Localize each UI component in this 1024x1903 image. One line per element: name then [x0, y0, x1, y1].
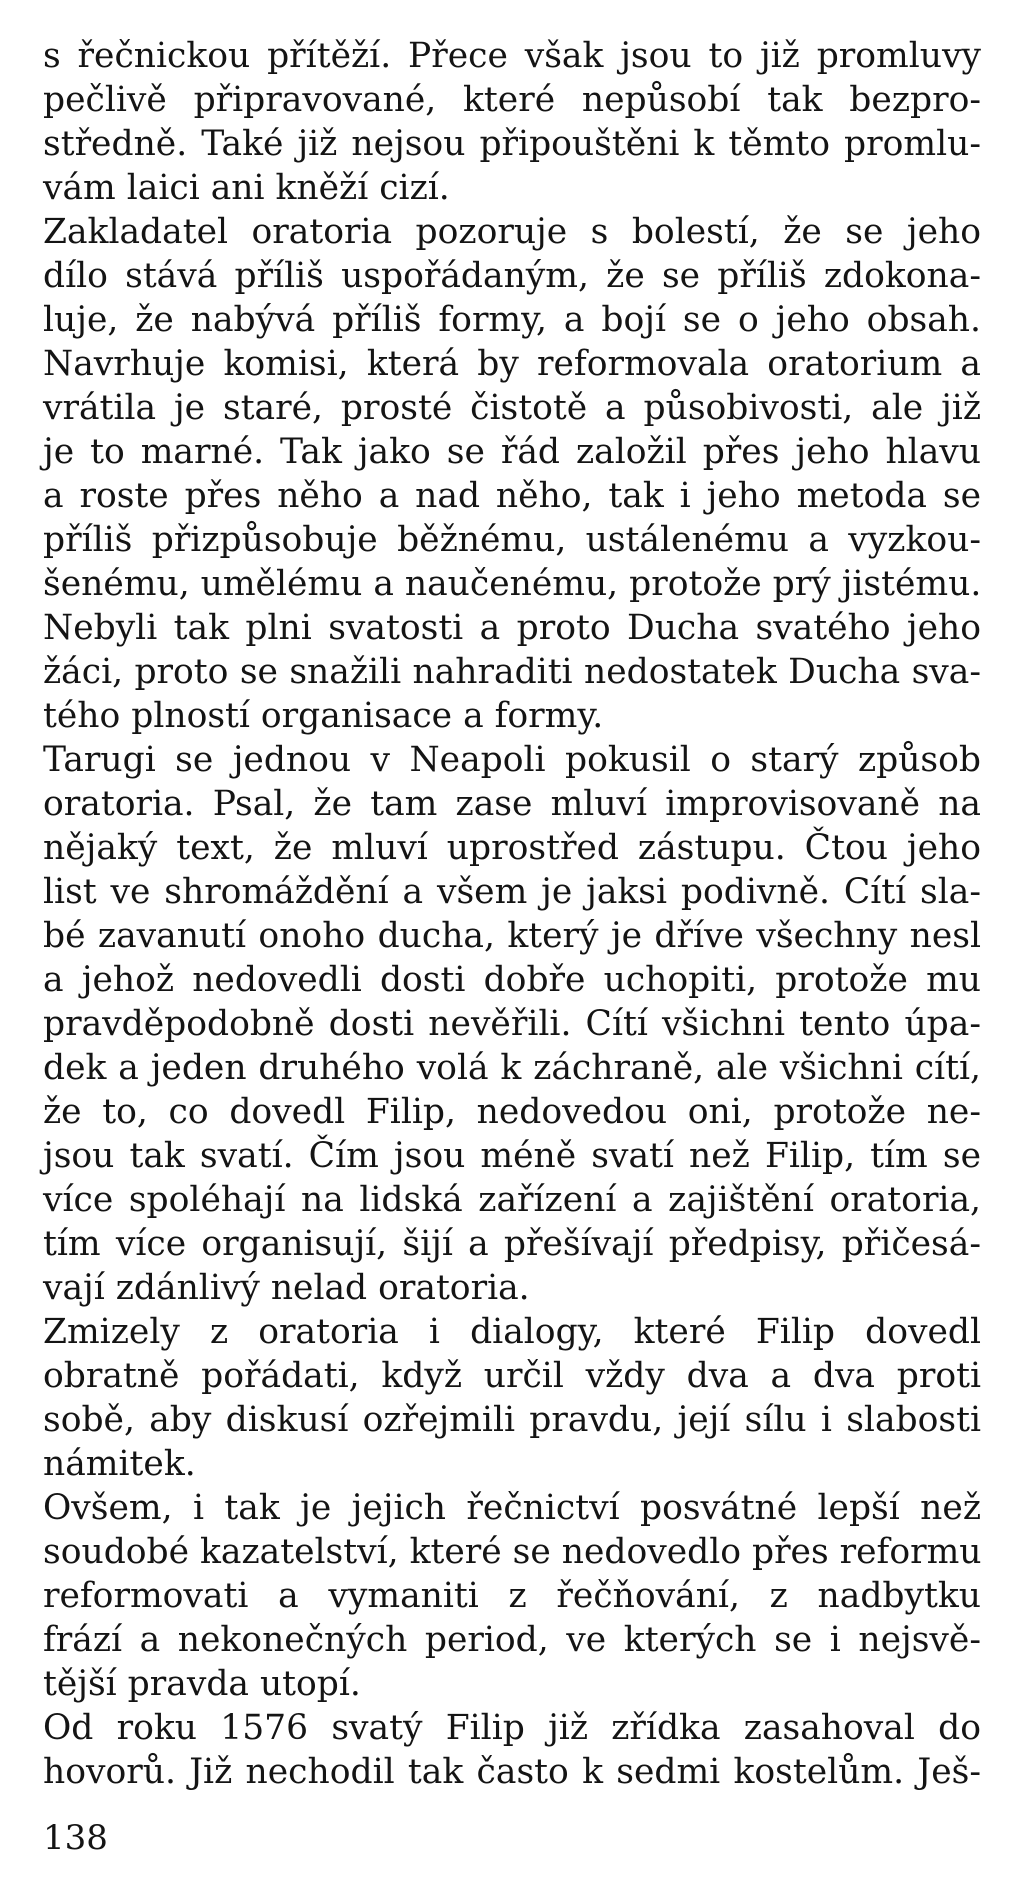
text-line: je to marné. Tak jako se řád založil přes jeho hlavu: [43, 432, 981, 472]
text-line: frází a nekonečných period, ve kterých se i nejsvě-: [43, 1620, 981, 1660]
text-line: a roste přes něho a nad něho, tak i jeho metoda se: [43, 476, 981, 516]
paragraph: [43, 738, 981, 1310]
text-line: reformovati a vymaniti z řečňování, z nadbytku: [43, 1576, 981, 1616]
text-line: bé zavanutí onoho ducha, který je dříve všechny nesl: [43, 916, 981, 956]
text-line: středně. Také již nejsou připouštěni k těmto promlu-: [43, 124, 981, 164]
text-line: list ve shromáždění a všem je jaksi podivně. Cítí sla-: [43, 872, 981, 912]
text-line: sobě, aby diskusí ozřejmili pravdu, její sílu i slabosti: [43, 1400, 981, 1440]
text-line: námitek.: [43, 1444, 196, 1484]
text-line: že to, co dovedl Filip, nedovedou oni, protože ne-: [43, 1092, 981, 1132]
text-line: s řečnickou přítěží. Přece však jsou to již promluvy: [43, 36, 981, 76]
text-line: více spoléhají na lidská zařízení a zajištění oratoria,: [43, 1180, 981, 1220]
text-line: dílo stává příliš uspořádaným, že se příliš zdokona-: [43, 256, 981, 296]
text-line: Tarugi se jednou v Neapoli pokusil o starý způsob: [43, 740, 981, 780]
text-line: Zakladatel oratoria pozoruje s bolestí, že se jeho: [43, 212, 981, 252]
text-line: tější pravda utopí.: [43, 1664, 361, 1704]
text-line: pečlivě připravované, které nepůsobí tak bezpro-: [43, 80, 981, 120]
text-line: soudobé kazatelství, které se nedovedlo přes reformu: [43, 1532, 982, 1572]
text-line: šenému, umělému a naučenému, protože prý jistému.: [43, 564, 982, 604]
text-line: Ovšem, i tak je jejich řečnictví posvátné lepší než: [43, 1488, 981, 1528]
text-line: oratoria. Psal, že tam zase mluví improvisovaně na: [43, 784, 981, 824]
text-line: vají zdánlivý nelad oratoria.: [43, 1268, 530, 1308]
text-line: Od roku 1576 svatý Filip již zřídka zasahoval do: [43, 1708, 981, 1748]
paragraph: [43, 1706, 981, 1794]
text-line: tím více organisují, šijí a přešívají předpisy, přičesá-: [43, 1224, 981, 1264]
text-line: nějaký text, že mluví uprostřed zástupu. Čtou jeho: [43, 828, 981, 868]
text-line: hovorů. Již nechodil tak často k sedmi kostelům. Ješ-: [43, 1752, 981, 1792]
book-page-text: [43, 34, 981, 1794]
paragraph: [43, 1486, 981, 1706]
text-line: a jehož nedovedli dosti dobře uchopiti, protože mu: [43, 960, 981, 1000]
paragraph: [43, 1310, 981, 1486]
text-line: obratně pořádati, když určil vždy dva a dva proti: [43, 1356, 981, 1396]
text-line: vám laici ani kněží cizí.: [43, 168, 450, 208]
text-line: luje, že nabývá příliš formy, a bojí se o jeho obsah.: [43, 300, 981, 340]
text-line: Zmizely z oratoria i dialogy, které Filip dovedl: [43, 1312, 981, 1352]
text-line: žáci, proto se snažili nahraditi nedostatek Ducha sva-: [43, 652, 981, 692]
paragraph: [43, 34, 981, 210]
text-line: tého plností organisace a formy.: [43, 696, 604, 736]
text-line: příliš přizpůsobuje běžnému, ustálenému a vyzkou-: [43, 520, 981, 560]
text-line: pravděpodobně dosti nevěřili. Cítí všichni tento úpa-: [43, 1004, 981, 1044]
text-line: vrátila je staré, prosté čistotě a působivosti, ale již: [43, 388, 981, 428]
text-line: Nebyli tak plni svatosti a proto Ducha svatého jeho: [43, 608, 981, 648]
page-number: 138: [43, 1818, 108, 1858]
text-line: Navrhuje komisi, která by reformovala oratorium a: [43, 344, 981, 384]
text-line: jsou tak svatí. Čím jsou méně svatí než Filip, tím se: [43, 1136, 981, 1176]
text-line: dek a jeden druhého volá k záchraně, ale všichni cítí,: [43, 1048, 981, 1088]
paragraph: [43, 210, 981, 738]
